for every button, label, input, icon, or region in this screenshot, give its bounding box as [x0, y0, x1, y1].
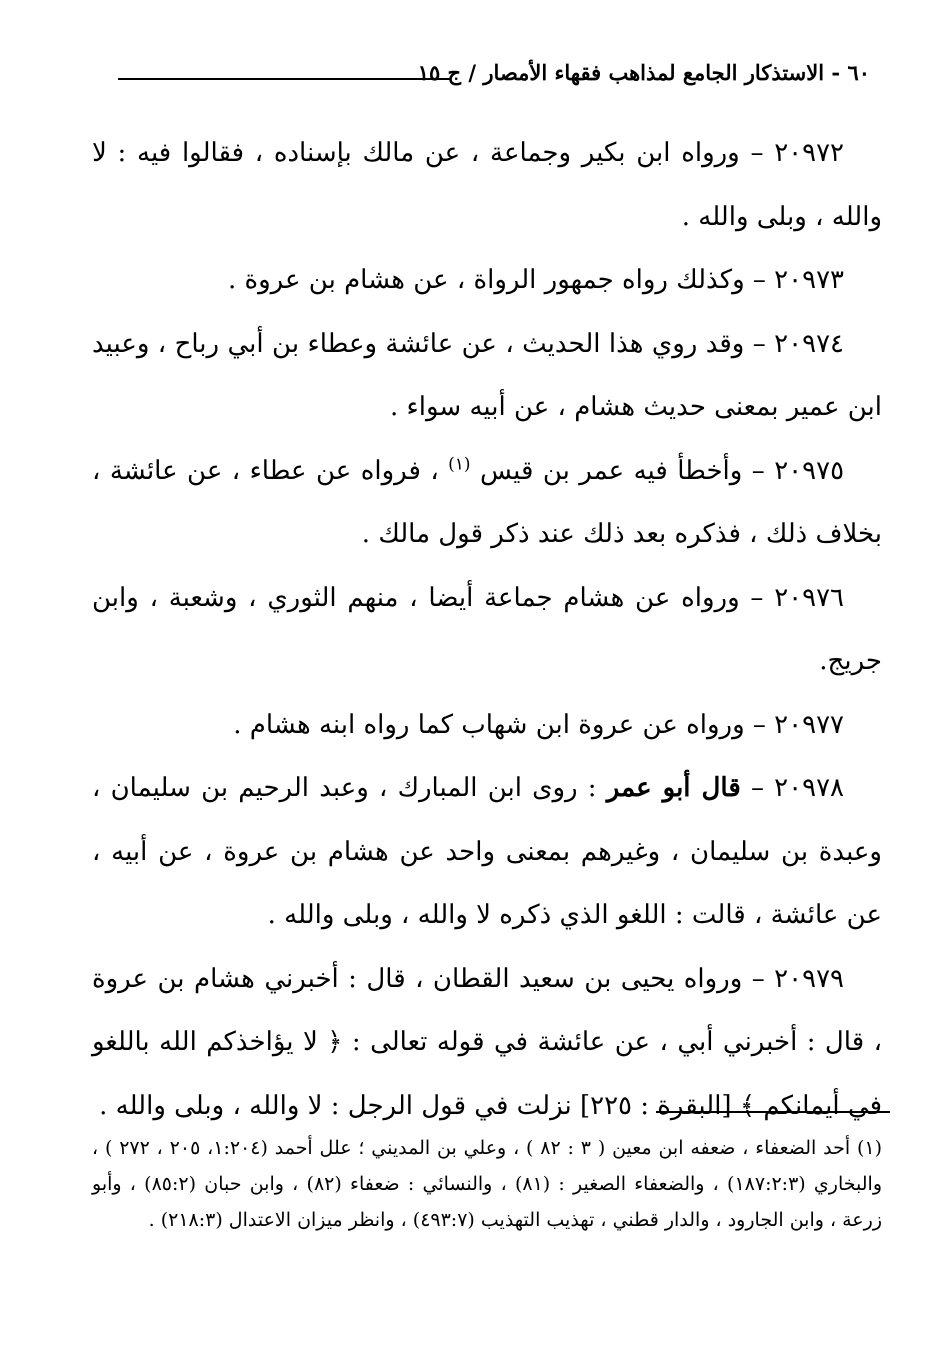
footnote-rule [656, 1111, 890, 1113]
paragraph-separator: – [740, 773, 775, 803]
hadith-paragraph-20979 [92, 948, 882, 1139]
paragraph-number: ٢٠٩٧٧ [774, 709, 844, 740]
hadith-paragraph-20974 [92, 313, 882, 440]
hadith-paragraph-20978 [92, 757, 882, 948]
author-lead: قال أبو عمر [606, 773, 741, 803]
paragraph-text: : روى ابن المبارك ، وعبد الرحيم بن سليمان ، وعبدة بن سليمان ، وغيرهم بمعنى واحد عن هشام بن عروة ، عن أبيه ، عن عائشة ، قالت : اللغو الذي ذكره لا والله ، وبلى والله . [92, 773, 882, 930]
paragraph-number: ٢٠٩٧٦ [774, 582, 845, 613]
paragraph-separator: – [739, 138, 775, 168]
paragraph-number: ٢٠٩٧٣ [774, 265, 844, 295]
paragraph-text: ورواه عن عروة ابن شهاب كما رواه ابنه هشام . [233, 709, 745, 740]
footnote-marker[interactable]: (١) [448, 453, 471, 474]
main-text [92, 122, 882, 1138]
paragraph-number: ٢٠٩٧٥ [774, 455, 845, 486]
hadith-paragraph-20976 [92, 567, 882, 694]
header-rule [118, 78, 450, 80]
paragraph-text: ورواه عن هشام جماعة أيضا ، منهم الثوري ، وشعبة ، وابن جريج. [92, 582, 882, 676]
hadith-paragraph-20973 [92, 249, 882, 313]
paragraph-text: ورواه يحيى بن سعيد القطان ، قال : أخبرني هشام بن عروة ، قال : أخبرني أبي ، عن عائشة في قوله تعالى : ﴿ لا يؤاخذكم الله باللغو في أيمانكم ﴾ [البقرة : ٢٢٥] نزلت في قول الرجل : لا والله ، وبلى والله . [92, 963, 882, 1121]
paragraph-text-before-marker: وأخطأ فيه عمر بن قيس [470, 455, 743, 486]
hadith-paragraph-20972 [92, 122, 882, 249]
paragraph-text-after-marker: ، فرواه عن عطاء ، عن عائشة ، بخلاف ذلك ، فذكره بعد ذلك عند ذكر قول مالك . [92, 455, 882, 549]
paragraph-separator: – [744, 265, 775, 295]
running-header: ٦٠ - الاستذكار الجامع لمذاهب فقهاء الأمصار / ج ١٥ [417, 60, 870, 85]
paragraph-number: ٢٠٩٧٤ [774, 328, 844, 359]
paragraph-separator: – [739, 582, 775, 613]
paragraph-text: وكذلك رواه جمهور الرواة ، عن هشام بن عروة . [227, 265, 745, 295]
paragraph-separator: – [742, 963, 775, 994]
paragraph-number: ٢٠٩٧٩ [774, 963, 844, 994]
paragraph-text: وقد روي هذا الحديث ، عن عائشة وعطاء بن أبي رباح ، وعبيد ابن عمير بمعنى حديث هشام ، عن أبيه سواء . [92, 328, 882, 422]
hadith-paragraph-20975 [92, 440, 882, 567]
paragraph-number: ٢٠٩٧٢ [774, 138, 845, 168]
paragraph-separator: – [742, 455, 775, 486]
paragraph-separator: – [744, 328, 775, 359]
paragraph-text: ورواه ابن بكير وجماعة ، عن مالك بإسناده ، فقالوا فيه : لا والله ، وبلى والله . [92, 138, 882, 232]
paragraph-number: ٢٠٩٧٨ [774, 773, 844, 803]
footnotes [92, 1130, 882, 1238]
footnote-1: (١) أحد الضعفاء ، ضعفه ابن معين ( ٣ : ٨٢ ) ، وعلي بن المديني ؛ علل أحمد (١:٢٠٤، ٢٠٥ ، ٢٧٢ ) ، والبخاري (١٨٧:٢:٣) ، والضعفاء الصغير : (٨١) ، والنسائي : ضعفاء (٨٢) ، وابن حبان (٨٥:٢) ، وأبو زرعة ، وابن الجارود ، والدار قطني ، تهذيب التهذيب (٤٩٣:٧) ، وانظر ميزان الاعتدال (٢١٨:٣) . [92, 1137, 883, 1231]
paragraph-separator: – [744, 709, 775, 740]
hadith-paragraph-20977 [92, 694, 882, 758]
